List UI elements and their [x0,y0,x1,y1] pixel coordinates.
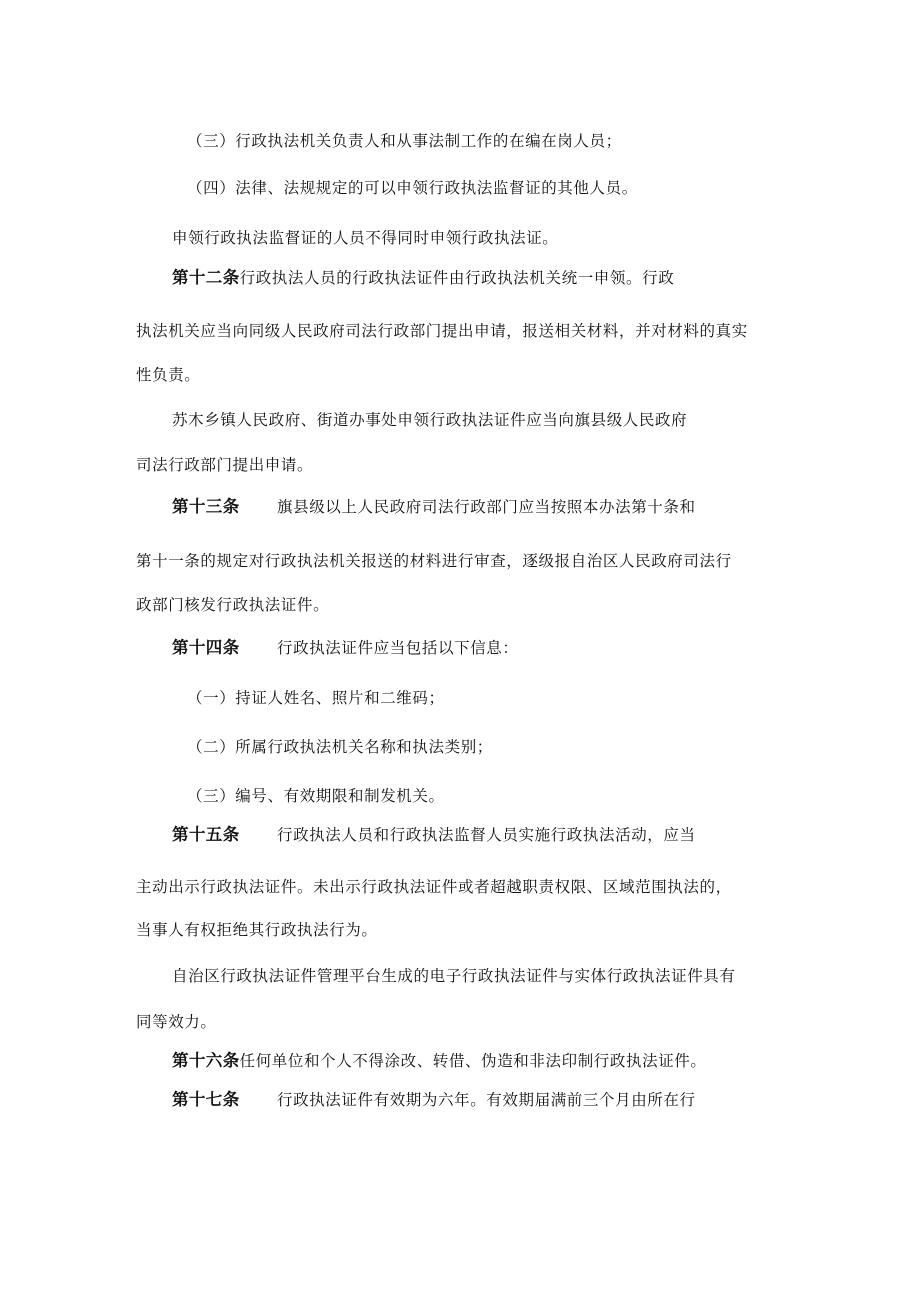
line-text: 行政执法人员的行政执法证件由行政执法机关统一申领。行政 [239,269,675,287]
line-text: （二）所属行政执法机关名称和执法类别； [187,738,493,756]
line-text: 司法行政部门提出申请。 [136,456,314,474]
text-line [172,410,687,430]
article-line [172,497,696,517]
line-text: （三）编号、有效期限和制发机关。 [187,787,445,805]
line-text: （三）行政执法机关负责人和从事法制工作的在编在岗人员； [187,132,622,150]
line-text: （一）持证人姓名、照片和二维码； [187,689,445,707]
text-line [136,551,732,571]
line-text: 行政执法人员和行政执法监督人员实施行政执法活动，应当 [277,826,696,844]
line-text: 主动出示行政执法证件。未出示行政执法证件或者超越职责权限、区域范围执法的， [136,878,732,896]
text-line [136,920,378,940]
line-text: 执法机关应当向同级人民政府司法行政部门提出申请，报送相关材料，并对材料的真实 [136,322,748,340]
text-line [187,786,445,806]
text-line [187,688,445,708]
text-line [136,455,313,475]
article-heading: 第十三条 [172,497,240,516]
line-text: 行政执法证件有效期为六年。有效期届满前三个月由所在行 [277,1091,696,1109]
article-heading: 第十五条 [172,825,240,844]
article-line [172,1090,696,1110]
text-line [172,228,558,248]
line-text: 政部门核发行政执法证件。 [136,596,330,614]
line-text: （四）法律、法规规定的可以申领行政执法监督证的其他人员。 [187,179,638,197]
text-line [172,966,736,986]
text-line [136,595,329,615]
article-heading: 第十七条 [172,1090,240,1109]
line-text: 当事人有权拒绝其行政执法行为。 [136,921,378,939]
line-text: 第十一条的规定对行政执法机关报送的材料进行审查，逐级报自治区人民政府司法行 [136,552,732,570]
article-heading: 第十四条 [172,638,240,657]
line-text: 任何单位和个人不得涂改、转借、伪造和非法印制行政执法证件。 [239,1052,707,1070]
text-line [136,877,732,897]
text-line [136,1012,217,1032]
line-text: 旗县级以上人民政府司法行政部门应当按照本办法第十条和 [277,498,696,516]
line-text: 自治区行政执法证件管理平台生成的电子行政执法证件与实体行政执法证件具有 [172,967,736,985]
line-text: 苏木乡镇人民政府、街道办事处申领行政执法证件应当向旗县级人民政府 [172,411,688,429]
article-heading: 第十六条 [172,1051,240,1070]
article-heading: 第十二条 [172,268,240,287]
line-text: 性负责。 [136,366,201,384]
text-line [136,365,200,385]
article-line [172,268,674,288]
text-line [187,131,622,151]
line-text: 同等效力。 [136,1013,217,1031]
text-line [187,737,493,757]
article-line [172,1051,707,1071]
line-text: 行政执法证件应当包括以下信息： [277,639,519,657]
article-line [172,825,696,845]
article-line [172,638,519,658]
line-text: 申领行政执法监督证的人员不得同时申领行政执法证。 [172,229,559,247]
text-line [187,178,638,198]
text-line [136,321,748,341]
